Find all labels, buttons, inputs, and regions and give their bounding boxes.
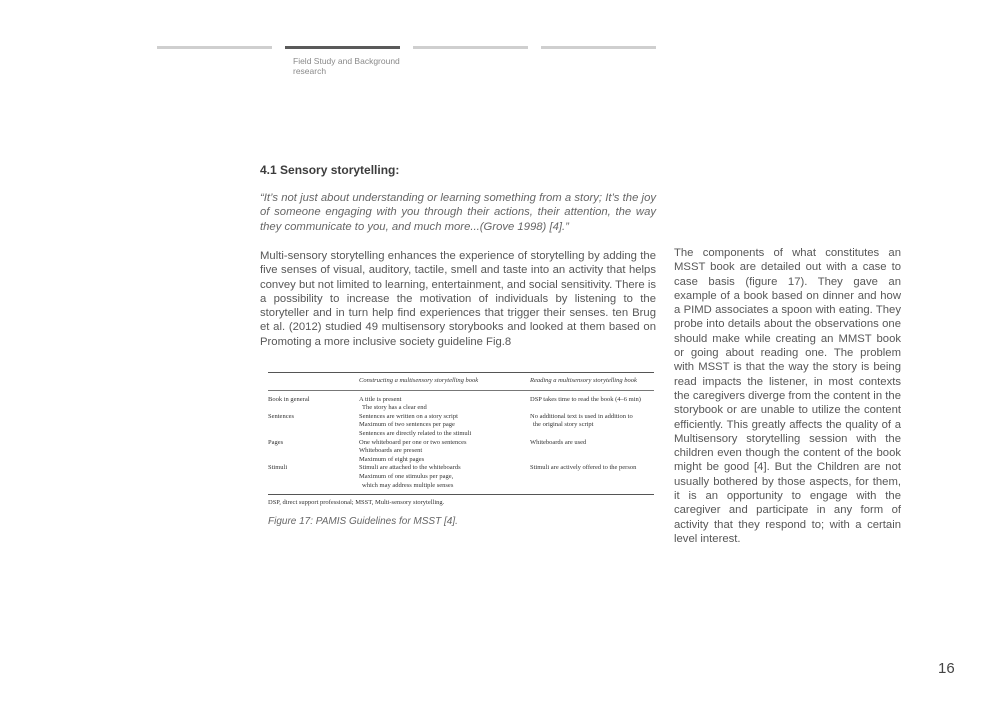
table-cell-line: DSP takes time to read the book (4–6 min) xyxy=(530,395,641,403)
table-cell xyxy=(530,439,654,465)
table-cell-line: Sentences are written on a story script xyxy=(359,412,458,420)
nav-section-label: Field Study and Background research xyxy=(293,56,400,76)
table-cell xyxy=(530,396,654,413)
table-row-label: Sentences xyxy=(268,412,294,420)
quote-text: “It’s not just about understanding or learning something from a story; It’s the joy of someone engaging with you through their actions, their attention, the way they communicate to you, and much more...(Grove 1998) [4].” xyxy=(260,192,656,233)
table-cell-line: which may address multiple senses xyxy=(362,481,454,489)
table-cell-line: Stimuli are actively offered to the person xyxy=(530,464,637,472)
table-row xyxy=(268,396,654,413)
nav-progress-bar-4[interactable] xyxy=(541,46,656,49)
table-header-row xyxy=(268,373,654,386)
table-body xyxy=(268,391,654,491)
table-row xyxy=(268,464,654,490)
table-cell-line: Stimuli are attached to the whiteboards xyxy=(359,464,461,472)
table-cell-line: No additional text is used in addition to xyxy=(530,412,633,420)
table-cell-line: Maximum of one stimulus per page, xyxy=(359,472,454,480)
page-number: 16 xyxy=(938,660,955,677)
figure-caption: Figure 17: PAMIS Guidelines for MSST [4]. xyxy=(268,516,458,527)
table-footnote: DSP, direct support professional; MSST, Multi-sensory storytelling. xyxy=(268,499,445,507)
table-cell xyxy=(530,464,654,490)
table-cell-line: A title is present xyxy=(359,395,402,403)
table-cell-line: Maximum of two sentences per page xyxy=(359,421,455,429)
table-header-cell: Constructing a multisensory storytelling book xyxy=(359,377,479,384)
table-row xyxy=(268,439,654,465)
table-cell xyxy=(359,439,530,465)
section-heading: 4.1 Sensory storytelling: xyxy=(260,163,400,177)
table-header-cell: Reading a multisensory storytelling book xyxy=(530,377,637,384)
nav-progress-bar-2-active[interactable] xyxy=(285,46,400,49)
table-cell-line: One whiteboard per one or two sentences xyxy=(359,438,467,446)
table-cell xyxy=(359,396,530,413)
table-cell-line: The story has a clear end xyxy=(362,404,427,412)
table-header-cell xyxy=(268,377,359,386)
table-row-label: Book in general xyxy=(268,395,310,403)
table-cell-line: Whiteboards are present xyxy=(359,447,423,455)
table-cell xyxy=(530,413,654,439)
table-row-label: Pages xyxy=(268,438,284,446)
table-row xyxy=(268,413,654,439)
body-paragraph: Multi-sensory storytelling enhances the experience of storytelling by adding the five senses of visual, auditory, tactile, smell and taste into an activity that helps convey but not limited to learning, entertainment, and social sensitivity. There is a possibility to increase the motivation of individuals by listening to the storyteller and in turn help find experiences that trigger their senses. ten Brug et al. (2012) studied 49 multisensory storybooks and looked at them based on Promoting a more inclusive society guideline Fig.8 xyxy=(260,250,656,348)
table-cell-line: the original story script xyxy=(533,421,594,429)
table-cell-line: Whiteboards are used xyxy=(530,438,587,446)
nav-progress-bar-1[interactable] xyxy=(157,46,272,49)
table-cell-line: Sentences are directly related to the stimuli xyxy=(359,429,472,437)
table-row-label: Stimuli xyxy=(268,464,288,472)
side-paragraph: The components of what constitutes an MSST book are detailed out with a case to case basis (figure 17). They gave an example of a book based on dinner and how a PIMD associates a spoon with eating. They probe into details about the observations one should make while creating an MMST book or going about reading one. The problem with MSST is that the way the story is being read impacts the listener, in most contexts the caregivers diverge from the content in the storybook or are unable to utilize the content efficiently. This greatly affects the quality of a Multisensory storytelling session with the children even though the content of the book might be good [4]. But the Children are not usually bothered by those aspects, for them, it is an opportunity to engage with the caregiver and participate in any form of activity that they respond to; with a certain level interest. xyxy=(674,247,901,545)
table-cell-line: Maximum of eight pages xyxy=(359,455,425,463)
table-cell xyxy=(359,464,530,490)
table-bottom-rule xyxy=(268,494,654,495)
guidelines-table xyxy=(268,372,654,508)
table-cell xyxy=(359,413,530,439)
nav-progress-bar-3[interactable] xyxy=(413,46,528,49)
